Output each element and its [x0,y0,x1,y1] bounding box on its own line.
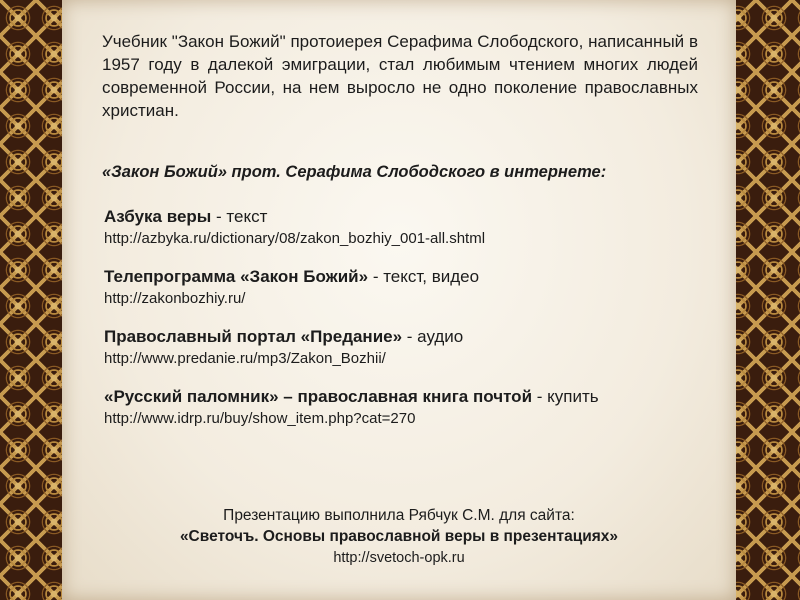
link-type: - аудио [402,327,464,346]
link-entry-palomnik [104,386,724,430]
link-title: Телепрограмма «Закон Божий» [104,267,369,286]
link-type: - текст, видео [368,267,480,286]
intro-paragraph: Учебник "Закон Божий" протоиерея Серафима Слободского, написанный в 1957 году в далекой эмиграции, стал любимым чтением многих людей современной России, на нем выросло не одно поколение православных христиан. [102,32,698,120]
credit-author: Презентацию выполнила Рябчук С.М. для сайта: [223,507,575,524]
link-url[interactable]: http://www.predanie.ru/mp3/Zakon_Bozhii/ [104,350,386,367]
link-label [104,386,724,408]
link-title: «Русский паломник» – православная книга почтой [104,387,533,406]
link-url[interactable]: http://zakonbozhiy.ru/ [104,290,246,307]
credit-site-url[interactable]: http://svetoch-opk.ru [333,550,465,566]
link-type: - купить [532,387,599,406]
link-entry-predanie [104,326,724,370]
links-list [104,206,724,446]
link-entry-azbyka [104,206,724,250]
credit-block [62,505,736,569]
link-title: Азбука веры [104,207,212,226]
link-label [104,326,724,348]
link-type: - текст [211,207,268,226]
link-url[interactable]: http://www.idrp.ru/buy/show_item.php?cat=270 [104,410,416,427]
link-label [104,266,724,288]
link-label [104,206,724,228]
link-url[interactable]: http://azbyka.ru/dictionary/08/zakon_bozhiy_001-all.shtml [104,230,486,247]
links-heading: «Закон Божий» прот. Серафима Слободского в интернете: [102,163,607,181]
link-entry-zakonbozhiy [104,266,724,310]
credit-site-name: «Светочъ. Основы православной веры в презентациях» [179,528,619,545]
link-title: Православный портал «Предание» [104,327,403,346]
